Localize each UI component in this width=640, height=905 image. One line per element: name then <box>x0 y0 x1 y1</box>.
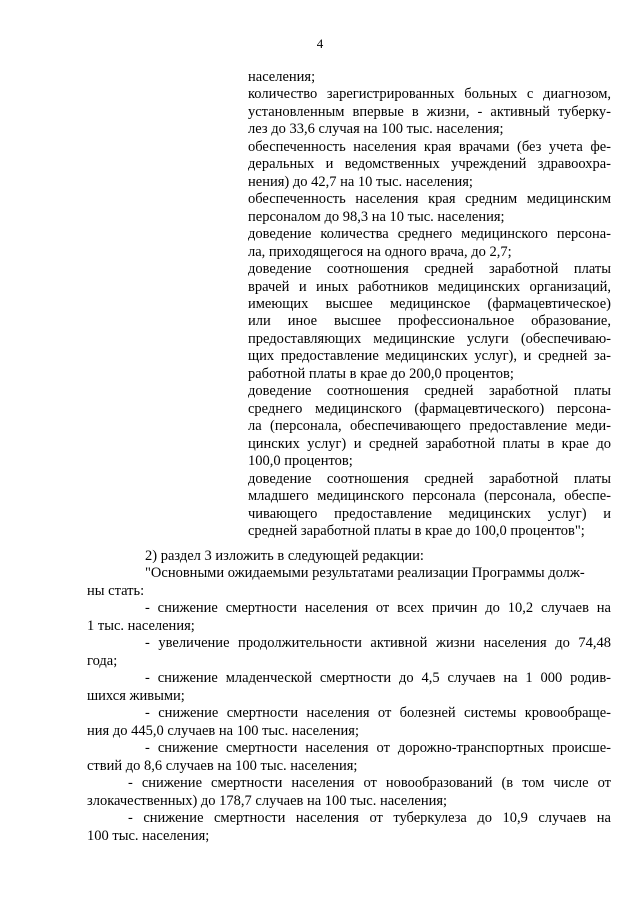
right-column-line: среднего медицинского (фармацевтического) персона- <box>248 401 611 417</box>
body-line: 1 тыс. населения; <box>87 618 195 634</box>
right-column-line: обеспеченность населения края средним медицинским <box>248 191 611 207</box>
body-line: года; <box>87 653 118 669</box>
body-line: шихся живыми; <box>87 688 185 704</box>
body-line: - снижение смертности населения от дорожно-транспортных происше- <box>145 740 611 756</box>
body-line: - снижение смертности населения от всех причин до 10,2 случаев на <box>145 600 611 616</box>
body-line: - снижение смертности населения от болезней системы кровообраще- <box>145 705 611 721</box>
right-column-line: деральных и ведомственных учреждений здравоохра- <box>248 156 611 172</box>
body-line: - снижение смертности населения от туберкулеза до 10,9 случаев на <box>128 810 611 826</box>
right-column-line: средней заработной платы в крае до 100,0 процентов"; <box>248 523 585 539</box>
right-column-line: установленным впервые в жизни, - активный туберку- <box>248 104 611 120</box>
right-column-line: населения; <box>248 69 316 85</box>
right-column-line: лез до 33,6 случая на 100 тыс. населения; <box>248 121 504 137</box>
right-column-line: чивающего предоставление медицинских услуг) и <box>248 506 611 522</box>
body-line: - увеличение продолжительности активной жизни населения до 74,48 <box>145 635 611 651</box>
right-column-line: доведение количества среднего медицинского персона- <box>248 226 611 242</box>
right-column-line: обеспеченность населения края врачами (без учета фе- <box>248 139 611 155</box>
body-line: ния до 445,0 случаев на 100 тыс. населения; <box>87 723 359 739</box>
section-heading: 2) раздел 3 изложить в следующей редакции: <box>145 548 424 564</box>
body-line: 100 тыс. населения; <box>87 828 210 844</box>
page-number: 4 <box>316 36 324 51</box>
right-column-line: ла (персонала, обеспечивающего предоставление меди- <box>248 418 611 434</box>
right-column-line: доведение соотношения средней заработной платы <box>248 261 611 277</box>
body-line: ны стать: <box>87 583 145 599</box>
right-column-line: работной платы в крае до 200,0 процентов; <box>248 366 514 382</box>
right-column-line: имеющих высшее медицинское (фармацевтическое) <box>248 296 611 312</box>
body-line: ствий до 8,6 случаев на 100 тыс. населения; <box>87 758 358 774</box>
right-column-line: количество зарегистрированных больных с диагнозом, <box>248 86 611 102</box>
right-column-line: 100,0 процентов; <box>248 453 353 469</box>
body-line: - снижение смертности населения от новообразований (в том числе от <box>128 775 611 791</box>
right-column-line: щих предоставление медицинских услуг), и средней за- <box>248 348 611 364</box>
right-column-line: доведение соотношения средней заработной платы <box>248 383 611 399</box>
right-column-line: младшего медицинского персонала (персонала, обеспе- <box>248 488 611 504</box>
body-line: - снижение младенческой смертности до 4,5 случаев на 1 000 родив- <box>145 670 611 686</box>
right-column-line: нения) до 42,7 на 10 тыс. населения; <box>248 174 473 190</box>
body-line: "Основными ожидаемыми результатами реализации Программы долж- <box>145 565 585 581</box>
body-line: злокачественных) до 178,7 случаев на 100 тыс. населения; <box>87 793 448 809</box>
right-column-line: или иное высшее профессиональное образование, <box>248 313 611 329</box>
right-column-line: доведение соотношения средней заработной платы <box>248 471 611 487</box>
right-column-line: ла, приходящегося на одного врача, до 2,7; <box>248 244 512 260</box>
right-column-line: персоналом до 98,3 на 10 тыс. населения; <box>248 209 505 225</box>
right-column-line: врачей и иных работников медицинских организаций, <box>248 279 611 295</box>
right-column-line: предоставляющих медицинские услуги (обеспечиваю- <box>248 331 611 347</box>
right-column-line: цинских услуг) и средней заработной платы в крае до <box>248 436 611 452</box>
